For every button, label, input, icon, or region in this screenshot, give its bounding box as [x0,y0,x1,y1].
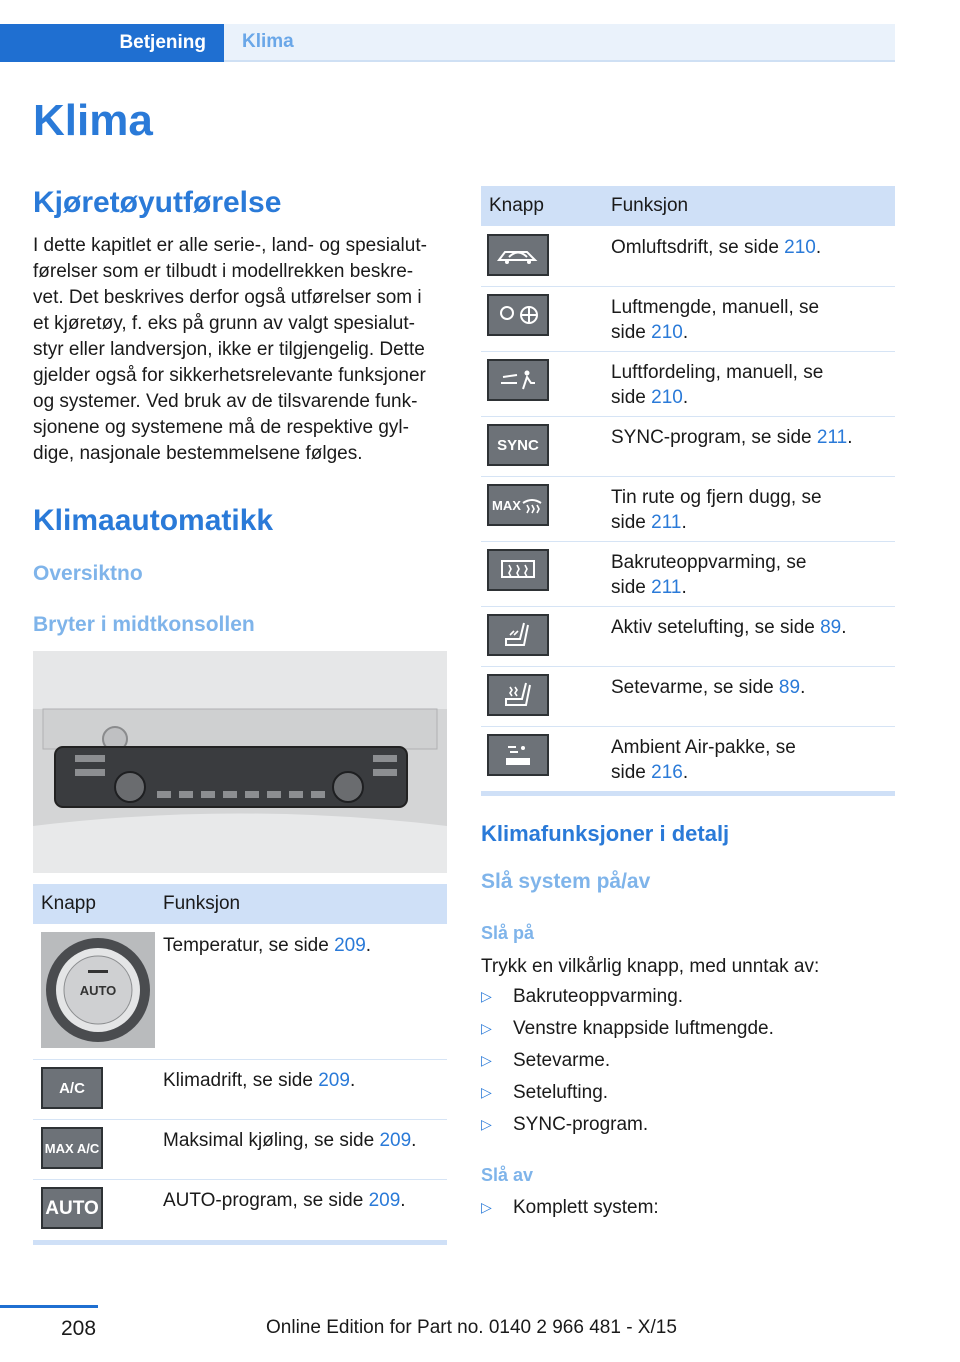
recirculation-icon [487,234,549,276]
right-button-table [481,186,895,791]
table-row [481,666,895,727]
bullet-triangle-icon: ▷ [481,1116,492,1132]
column-header-knapp: Knapp [41,893,96,914]
paragraph-line: styr eller landversjon, ikke er tilgjengelig. Dette [33,339,425,360]
section-heading-kjoretoyutforelse: Kjøretøyutførelse [33,186,282,219]
function-text: Omluftsdrift, se side 210. [611,237,822,258]
table-row [33,1179,447,1239]
function-text: Ambient Air-pakke, se side 216. [611,737,796,783]
function-text: Luftmengde, manuell, se side 210. [611,297,820,343]
subheading-sla-pa: Slå på [481,923,535,943]
table-header [33,884,447,924]
center-console-illustration [33,651,447,873]
ac-button-icon: A/C [41,1067,103,1109]
max-defrost-icon [487,484,549,526]
page-link[interactable]: 209 [318,1070,350,1091]
seat-ventilation-icon [487,614,549,656]
paragraph-line: dige, nasjonale bestemmelsene følges. [33,443,363,464]
page-link[interactable]: 209 [368,1190,401,1211]
function-text: AUTO-program, se side 209. [163,1190,406,1211]
function-text: SYNC-program, se side 211. [611,427,853,448]
center-console-drawing [33,651,447,873]
temperature-knob-icon [41,932,155,1048]
on-instruction: Trykk en vilkårlig knapp, med unntak av: [481,956,820,977]
page-link[interactable]: 89 [778,677,801,698]
section-heading-klimaautomatikk: Klimaautomatikk [33,504,274,537]
page-link[interactable]: 210 [784,237,816,258]
column-header-funksjon: Funksjon [611,195,689,216]
table-row [33,1119,447,1180]
max-label: MAX [492,497,521,513]
page-title: Klima [33,96,153,145]
table-row [33,1059,447,1120]
table-row [481,726,895,791]
page-link[interactable]: 211 [651,577,682,598]
header-tabs [0,24,895,62]
page-link[interactable]: 209 [334,935,366,956]
bullet-triangle-icon: ▷ [481,988,492,1004]
function-text: Maksimal kjøling, se side 209. [163,1130,417,1151]
table-row [481,606,895,667]
function-text: Bakruteoppvarming, se side 211. [611,552,807,598]
footer-rule [0,1305,98,1308]
function-text: Temperatur, se side 209. [163,935,372,956]
table-header [481,186,895,226]
bullet-triangle-icon: ▷ [481,1052,492,1068]
page-link[interactable]: 211 [651,512,682,533]
tab-klima[interactable]: Klima [224,24,895,62]
left-button-table [33,884,447,1246]
paragraph-line: og systemer. Ved bruk av de tilsvarende funk- [33,391,418,412]
seat-heating-icon [487,674,549,716]
page-link[interactable]: 211 [816,427,848,448]
column-header-knapp: Knapp [489,195,544,216]
table-end-bar [481,791,895,796]
page-link[interactable]: 209 [379,1130,412,1151]
subheading-bryter: Bryter i midtkonsollen [33,613,255,636]
column-header-funksjon: Funksjon [163,893,241,914]
table-end-bar [33,1240,447,1245]
paragraph-line: sjonene og systemene må de respektive gyl- [33,417,409,438]
function-text: Luftfordeling, manuell, se side 210. [611,362,824,408]
page-link[interactable]: 89 [820,617,842,638]
subheading-sla-system: Slå system på/av [481,870,651,893]
subheading-oversikt: Oversiktno [33,562,143,585]
paragraph-line: et kjøretøy, f. eks på grunn av valgt spesialut- [33,313,415,334]
table-row [481,476,895,542]
bullet-triangle-icon: ▷ [481,1020,492,1036]
paragraph-line: førelser som er tilbudt i modellrekken beskre- [33,261,414,282]
paragraph-line: I dette kapitlet er alle serie-, land- og spesialut- [33,235,427,256]
function-text: Tin rute og fjern dugg, se side 211. [611,487,822,533]
tab-betjening[interactable]: Betjening [0,24,224,62]
table-row [481,351,895,417]
table-row [481,226,895,287]
function-text: Setevarme, se side 89. [611,677,806,698]
page-link[interactable]: 210 [651,387,683,408]
subheading-sla-av: Slå av [481,1165,534,1185]
section-heading-klimafunksjoner: Klimafunksjoner i detalj [481,821,730,846]
air-distribution-icon [487,359,549,401]
function-text: Aktiv setelufting, se side 89. [611,617,847,638]
page-link[interactable]: 210 [651,322,683,343]
paragraph-line: gjelder også for sikkerhetsrelevante funksjoner [33,365,426,386]
page-number: 208 [61,1317,97,1340]
rear-window-heating-icon [487,549,549,591]
bullet-triangle-icon: ▷ [481,1084,492,1100]
sync-button-icon: SYNC [487,424,549,466]
bullet-triangle-icon: ▷ [481,1199,492,1215]
max-ac-button-icon: MAX A/C [41,1127,103,1169]
table-row [481,286,895,352]
svg-text:AUTO: AUTO [79,983,117,998]
function-text: Klimadrift, se side 209. [163,1070,356,1091]
paragraph-line: vet. Det beskrives derfor også utførelser som i [33,287,422,308]
page-link[interactable]: 216 [651,762,683,783]
table-row [33,924,447,1060]
auto-button-icon: AUTO [41,1187,103,1229]
table-row [481,541,895,607]
air-volume-icon [487,294,549,336]
ambient-air-icon [487,734,549,776]
table-row [481,416,895,477]
edition-note: Online Edition for Part no. 0140 2 966 481 - X/15 [266,1317,677,1338]
section-paragraph [33,233,453,467]
